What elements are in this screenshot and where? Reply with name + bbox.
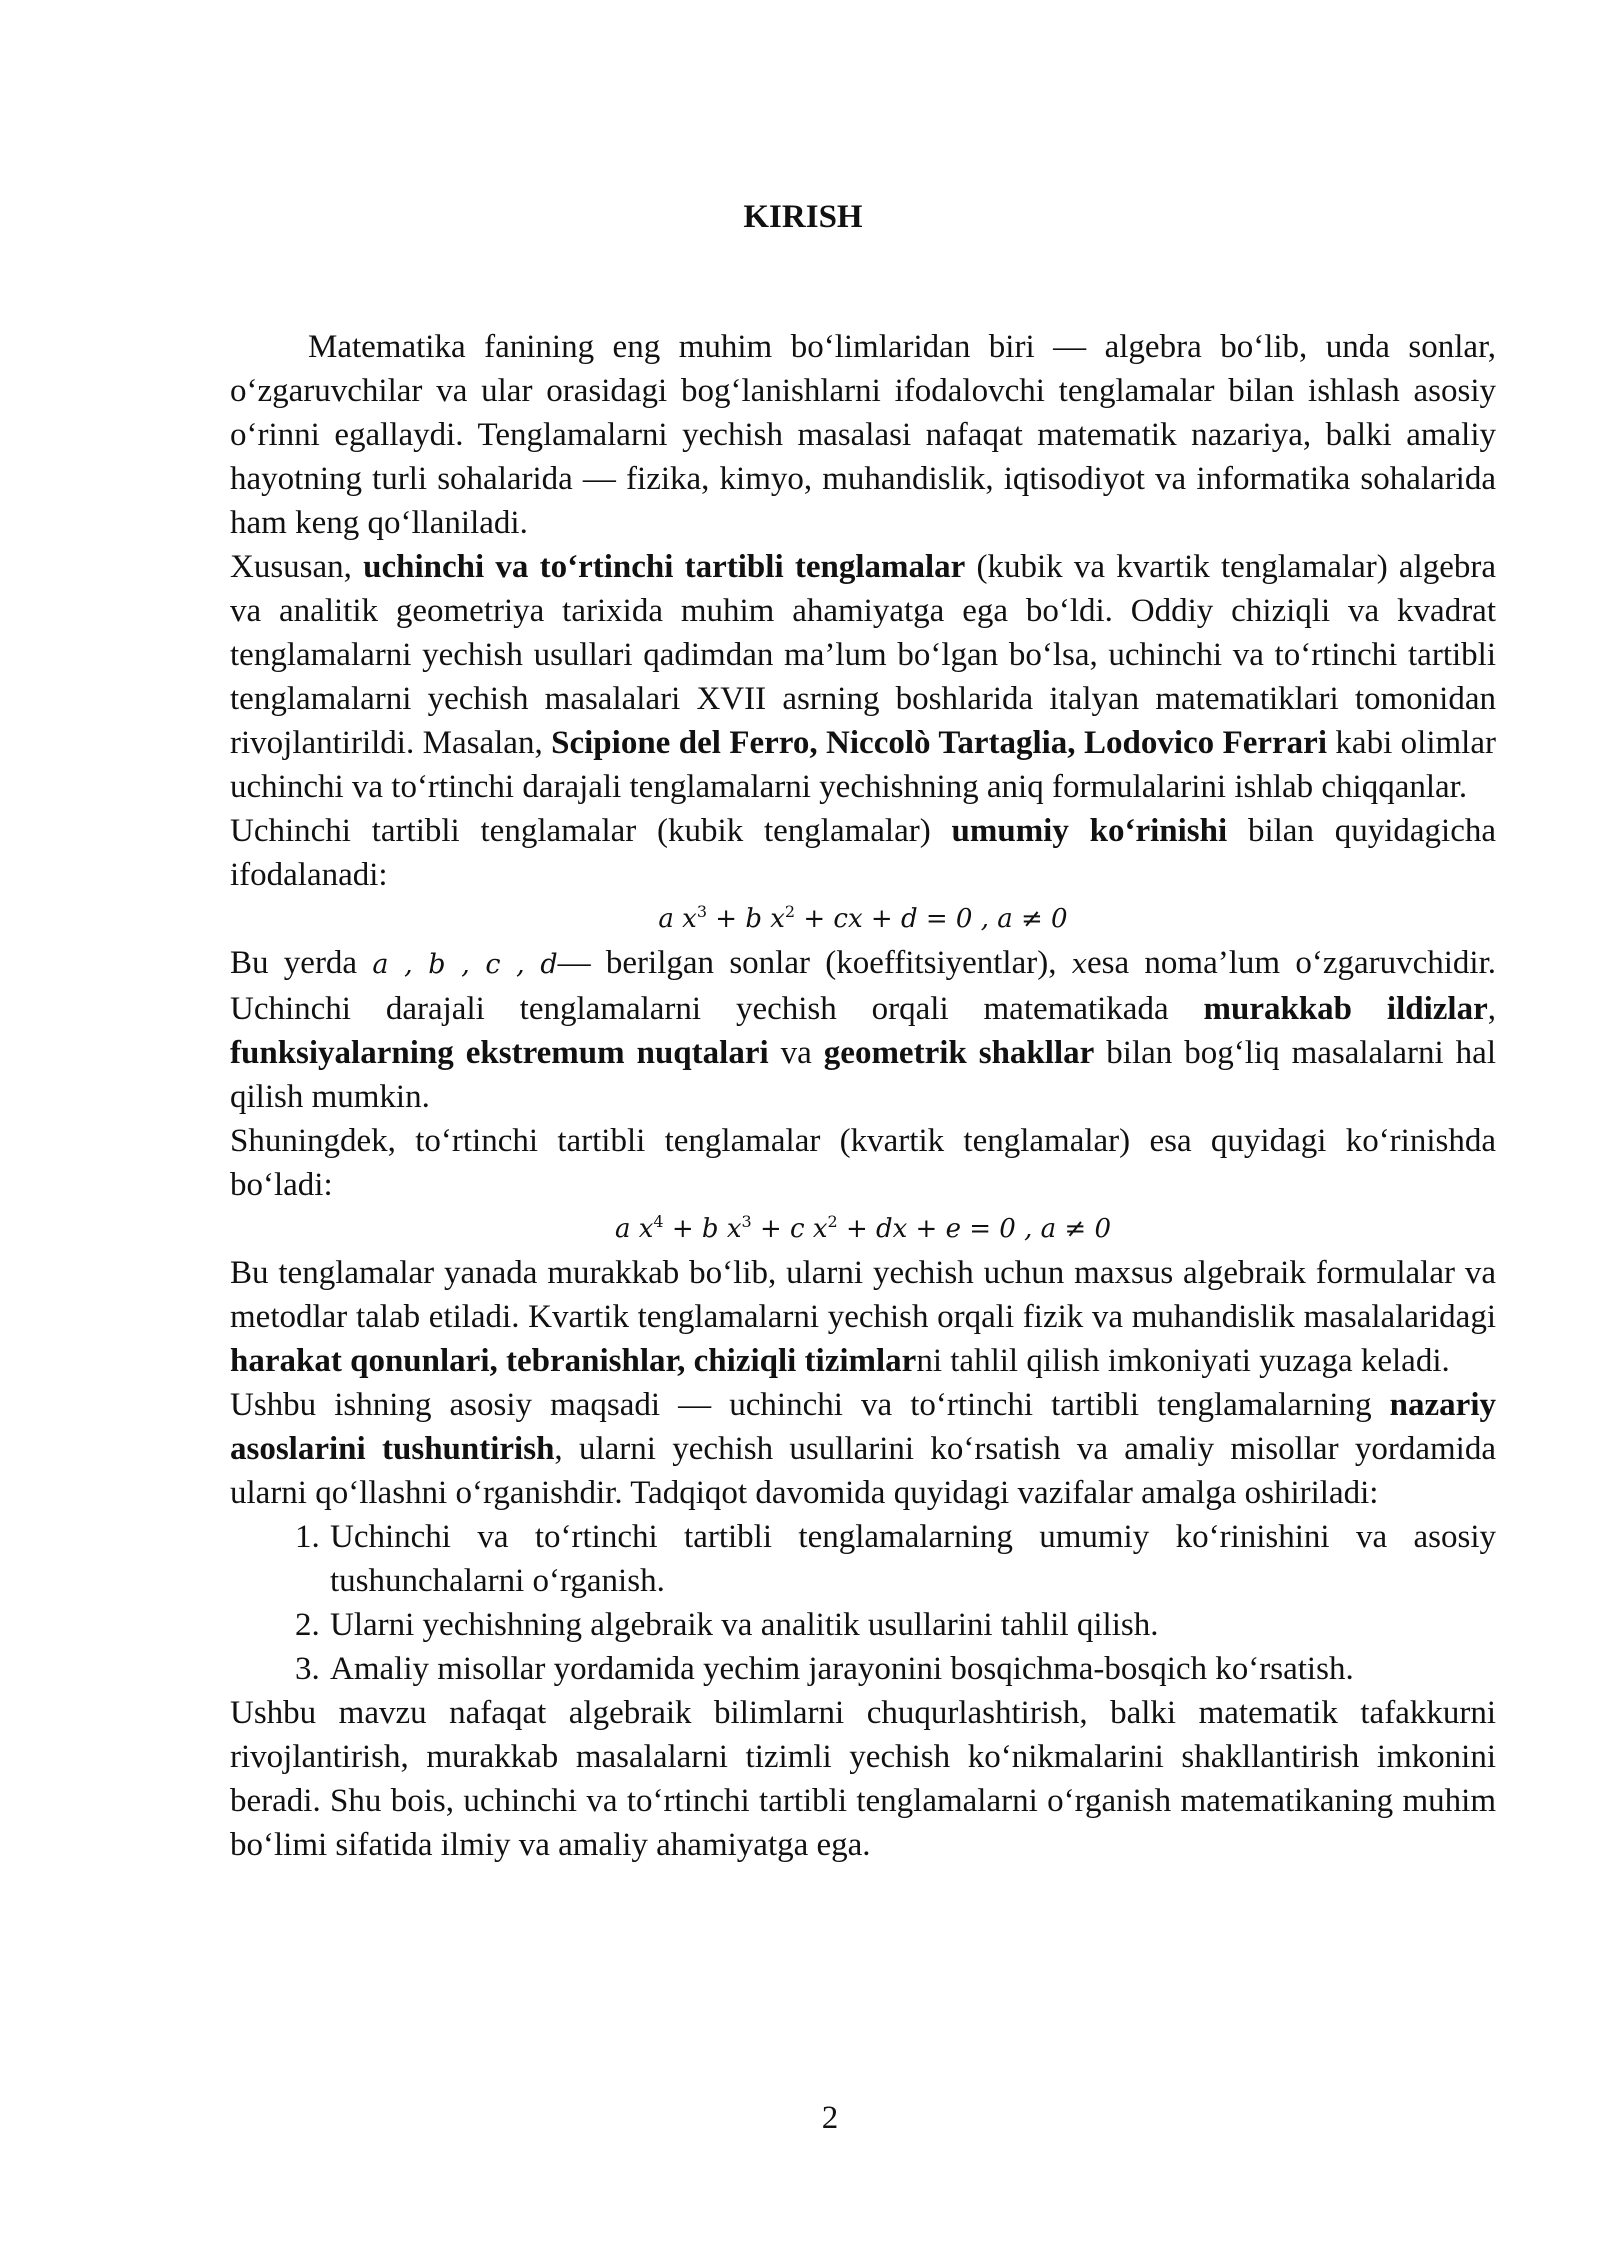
document-body <box>230 195 1496 1867</box>
paragraph-cubic: Uchinchi tartibli tenglamalar (kubik tenglamalar) umumiy ko‘rinishi bilan quyidagicha ifodalanadi: <box>230 813 1497 893</box>
list-item: 3. Amaliy misollar yordamida yechim jarayonini bosqichma-bosqich ko‘rsatish. <box>328 1647 1496 1691</box>
paragraph-conclusion: Ushbu mavzu nafaqat algebraik bilimlarni chuqurlashtirish, balki matematik tafakkurni rivojlantirish, murakkab masalalarni tizimli yechish ko‘nikmalarini shakllantirish imkonini beradi. Shu bois, uchinchi va to‘rtinchi tartibli tenglamalarni o‘rganish matematikaning muhim bo‘limi sifatida ilmiy va amaliy ahamiyatga ega. <box>230 1695 1496 1863</box>
formula-cubic: a $x^3 + b$ $x^2$ + cx + d = 0 , a ≠ 0 <box>658 902 1068 934</box>
list-item: 1. Uchinchi va to‘rtinchi tartibli tenglamalarning umumiy ko‘rinishini va asosiy tushunchalarni o‘rganish. <box>328 1515 1496 1603</box>
task-list <box>230 1515 1496 1691</box>
paragraph-goal: Ushbu ishning asosiy maqsadi — uchinchi va to‘rtinchi tartibli tenglamalarning nazariy asoslarini tushuntirish, ularni yechish usullarini ko‘rsatish va amaliy misollar yordamida ularni qo‘llashni o‘rganishdir. Tadqiqot davomida quyidagi vazifalar amalga oshiriladi: <box>230 1387 1496 1511</box>
bold-names: Scipione del Ferro, Niccolò Tartaglia, Lodovico Ferrari <box>551 725 1327 761</box>
formula-quartic: a $x^4 + b$ $x^3 + c$ $x^2$ + dx + e = 0 , a ≠ 0 <box>614 1212 1112 1244</box>
page-title: KIRISH <box>743 199 863 235</box>
bold-term: harakat qonunlari, tebranishlar, chiziqli tizimlar <box>230 1343 917 1379</box>
paragraph-coefficients: Bu yerda a , b , c , d— berilgan sonlar (koeffitsiyentlar), xesa noma’lum o‘zgaruvchidir. Uchinchi darajali tenglamalarni yechish orqali matematikada murakkab ildizlar, funksiyalarning ekstremum nuqtalari va geometrik shakllar bilan bog‘liq masalalarni hal qilish mumkin. <box>230 945 1497 1115</box>
variables-abcd: a , b , c , d <box>372 949 558 980</box>
paragraph-history: Xususan, uchinchi va to‘rtinchi tartibli tenglamalar (kubik va kvartik tenglamalar) algebra va analitik geometriya tarixida muhim ahamiyatga ega bo‘ldi. Oddiy chiziqli va kvadrat tenglamalarni yechish usullari qadimdan ma’lum bo‘lgan bo‘lsa, uchinchi va to‘rtinchi tartibli tenglamalarni yechish masalalari XVII asrning boshlarida italyan matematiklari tomonidan rivojlantirildi. Masalan, Scipione del Ferro, Niccolò Tartaglia, Lodovico Ferrari kabi olimlar uchinchi va to‘rtinchi darajali tenglamalarni yechishning aniq formulalarini ishlab chiqqanlar. <box>230 549 1497 805</box>
page-number: 2 <box>821 2100 839 2136</box>
variable-x: x <box>1071 949 1087 980</box>
bold-term: nazariy asoslarini tushuntirish <box>230 1387 1496 1467</box>
paragraph-applications: Bu tenglamalar yanada murakkab bo‘lib, ularni yechish uchun maxsus algebraik formulalar va metodlar talab etiladi. Kvartik tenglamalarni yechish orqali fizik va muhandislik masalalaridagi harakat qonunlari, tebranishlar, chiziqli tizimlarni tahlil qilish imkoniyati yuzaga keladi. <box>230 1255 1496 1379</box>
paragraph-quartic: Shuningdek, to‘rtinchi tartibli tenglamalar (kvartik tenglamalar) esa quyidagi ko‘rinishda bo‘ladi: <box>230 1123 1496 1203</box>
bold-term: uchinchi va to‘rtinchi tartibli tenglamalar <box>363 549 966 585</box>
list-item: 2. Ularni yechishning algebraik va analitik usullarini tahlil qilish. <box>328 1603 1496 1647</box>
paragraph-intro: Matematika fanining eng muhim bo‘limlaridan biri — algebra bo‘lib, unda sonlar, o‘zgaruvchilar va ular orasidagi bog‘lanishlarni ifodalovchi tenglamalar bilan ishlash asosiy o‘rinni egallaydi. Tenglamalarni yechish masalasi nafaqat matematik nazariya, balki amaliy hayotning turli sohalarida — fizika, kimyo, muhandislik, iqtisodiyot va informatika sohalarida ham keng qo‘llaniladi. <box>230 329 1496 541</box>
bold-term: umumiy ko‘rinishi <box>951 813 1228 849</box>
